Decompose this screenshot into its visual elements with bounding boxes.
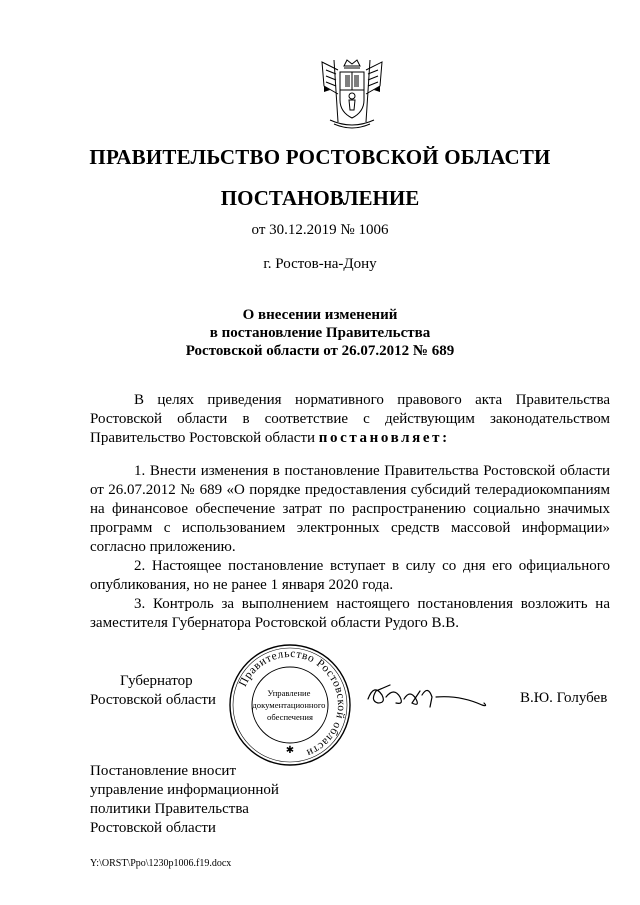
- seal-inner-line: обеспечения: [267, 712, 313, 722]
- subject-line: в постановление Правительства: [209, 325, 431, 341]
- introduced-by-line: Постановление вносит: [90, 763, 237, 779]
- government-title: ПРАВИТЕЛЬСТВО РОСТОВСКОЙ ОБЛАСТИ: [89, 145, 551, 169]
- signer-title: [90, 672, 216, 710]
- decree-item: 3. Контроль за выполнением настоящего постановления возложить на заместителя Губернатора Ростовской области Рудого В.В.: [90, 596, 610, 631]
- seal-inner-line: документационного: [252, 700, 326, 710]
- svg-text:Управление документационно: [252, 688, 327, 722]
- signer-title-line: Ростовской области: [90, 692, 216, 708]
- official-seal: [228, 643, 352, 767]
- signer-name: В.Ю. Голубев: [520, 690, 608, 706]
- introduced-by-line: управление информационной: [90, 782, 279, 798]
- decree-item: 2. Настоящее постановление вступает в силу со дня его официального опубликования, но не ранее 1 января 2020 года.: [90, 558, 610, 593]
- handwritten-signature: [360, 677, 500, 713]
- preamble-text: В целях приведения нормативного правового акта Правительства Ростовской области в соответствие с действующим законодательством Правительство Ростовской области: [90, 392, 610, 446]
- subject-line: О внесении изменений: [242, 307, 398, 323]
- seal-ring-text: Правительство Ростовской области: [237, 647, 348, 759]
- coat-of-arms-icon: [316, 56, 388, 132]
- seal-inner-line: Управление: [267, 688, 311, 698]
- document-subject: [0, 306, 640, 360]
- preamble-paragraph: [90, 391, 610, 448]
- introduced-by-note: [90, 762, 279, 838]
- file-path-footer: Y:\ORST\Ppo\1230p1006.f19.docx: [90, 858, 232, 869]
- subject-line: Ростовской области от 26.07.2012 № 689: [185, 343, 455, 359]
- decree-word: постановляет:: [318, 430, 450, 446]
- document-type: ПОСТАНОВЛЕНИЕ: [220, 186, 420, 210]
- signer-title-line: Губернатор: [120, 673, 193, 689]
- introduced-by-line: Ростовской области: [90, 820, 216, 836]
- decree-item: 1. Внести изменения в постановление Правительства Ростовской области от 26.07.2012 № 689 «О порядке предоставления субсидий телерадиокомпаниям на финансовое обеспечение затрат по распространению социально значимых программ с использованием электронных средств массовой информации» согласно приложению.: [90, 463, 610, 555]
- introduced-by-line: политики Правительства: [90, 801, 249, 817]
- svg-text:✱: ✱: [285, 745, 295, 756]
- decree-items: [90, 462, 610, 633]
- document-date-number: от 30.12.2019 № 1006: [251, 222, 389, 238]
- document-city: г. Ростов-на-Дону: [263, 256, 377, 272]
